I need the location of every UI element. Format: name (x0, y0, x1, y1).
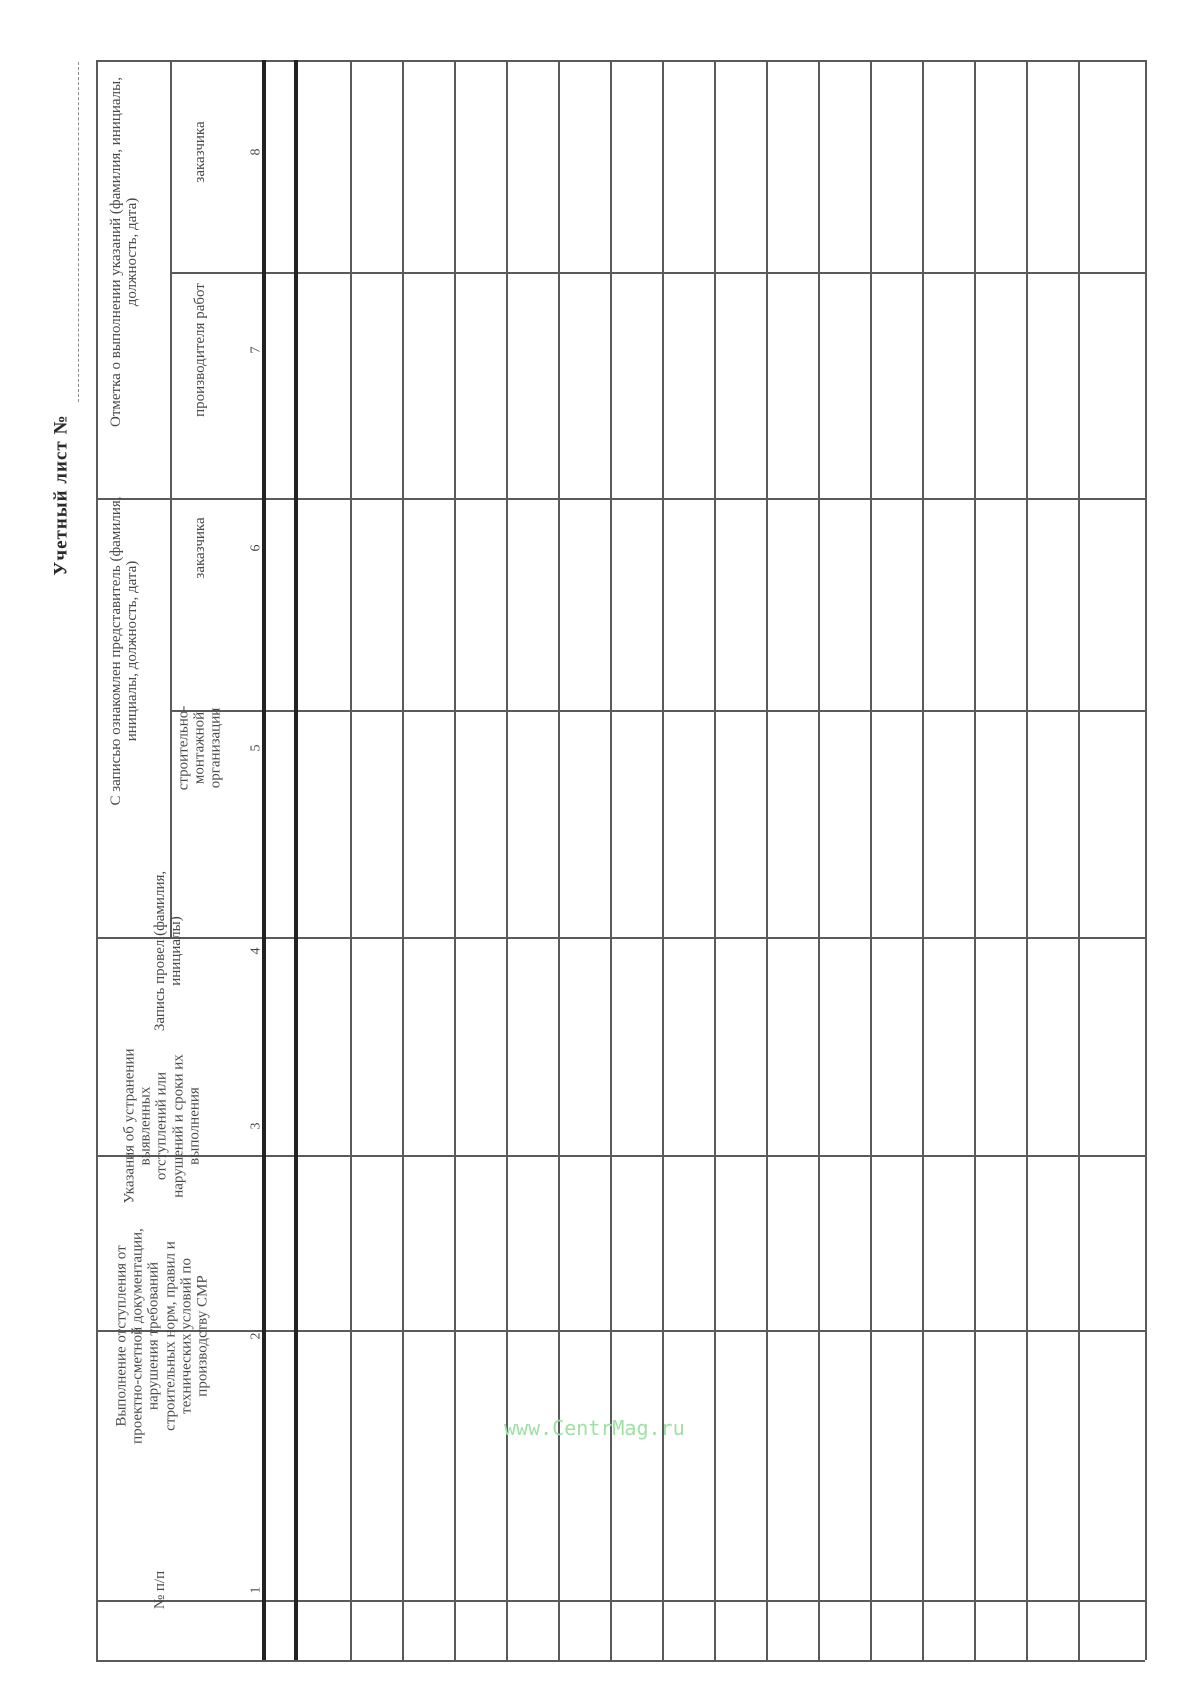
col8-header: заказчика (191, 121, 208, 183)
row-line (974, 60, 976, 1660)
col2-number: 2 (248, 1332, 264, 1340)
sheet-title: Учетный лист № (50, 414, 72, 576)
row-line (870, 60, 872, 1660)
row-line (766, 60, 768, 1660)
col1-header: № п/п (151, 1570, 168, 1610)
col6-number: 6 (248, 544, 264, 552)
table-edge-left (96, 60, 98, 1660)
col3-number: 3 (248, 1122, 264, 1130)
col2-header: Выполнение отступления от проектно-сметной документации, нарушения требований строительных норм, правил и технических условий по производству СМР (113, 1228, 211, 1444)
col1-number: 1 (248, 1586, 264, 1594)
watermark: www.CentrMag.ru (504, 1416, 685, 1440)
group-completion-header: Отметка о выполнении указаний (фамилия, инициалы, должность, дата) (107, 77, 140, 427)
col7-number: 7 (248, 346, 264, 354)
title-number-line (78, 62, 80, 402)
col6-header: заказчика (191, 517, 208, 579)
row-line (922, 60, 924, 1660)
header-subdivision (170, 60, 172, 498)
column-separator (96, 1155, 1145, 1157)
header-body-divider (294, 60, 298, 1660)
row-line (1078, 60, 1080, 1660)
row-line (402, 60, 404, 1660)
col8-number: 8 (248, 148, 264, 156)
row-line (1145, 60, 1147, 1660)
col5-number: 5 (248, 744, 264, 752)
header-body-divider (262, 60, 266, 1660)
table-edge-bottom (96, 1660, 1145, 1662)
row-line (714, 60, 716, 1660)
subcolumn-separator (170, 272, 1145, 274)
row-line (454, 60, 456, 1660)
row-line (1026, 60, 1028, 1660)
row-line (350, 60, 352, 1660)
col4-header: Запись провел (фамилия, инициалы) (151, 870, 184, 1032)
col7-header: производителя работ (191, 283, 208, 417)
subcolumn-separator (170, 710, 1145, 712)
col5-header: строительно-монтажной организации (175, 705, 225, 791)
column-separator (96, 498, 1145, 500)
col4-number: 4 (248, 947, 264, 955)
table-edge-top (96, 60, 1145, 62)
col3-header: Указания об устранении выявленных отступлений или нарушений и сроки их выполнения (121, 1048, 203, 1204)
row-line (818, 60, 820, 1660)
group-acknowledged-header: С записью ознакомлен представитель (фамилия, инициалы, должность, дата) (107, 496, 140, 806)
